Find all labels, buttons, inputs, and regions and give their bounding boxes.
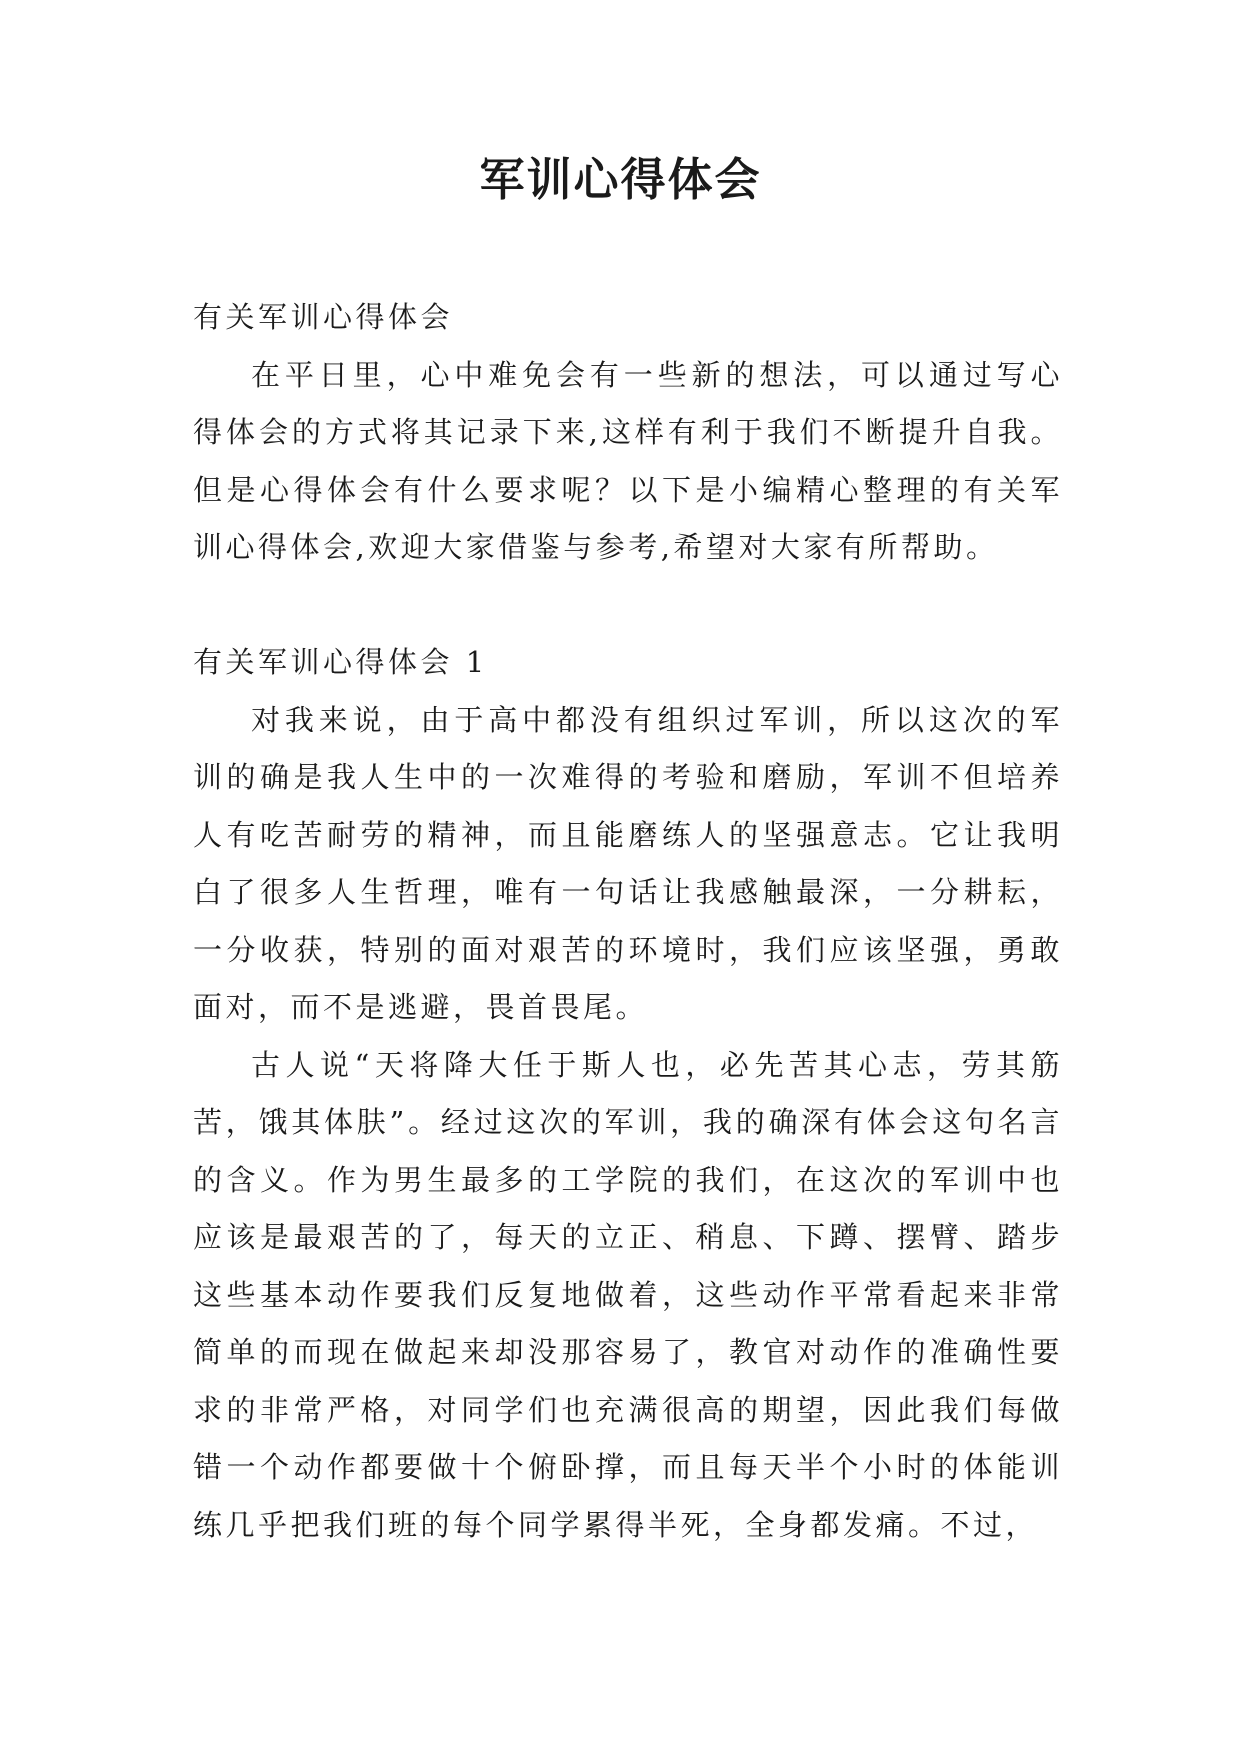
paragraph: 对我来说，由于高中都没有组织过军训，所以这次的军训的确是我人生中的一次难得的考验和磨励，军训不但培养人有吃苦耐劳的精神，而且能磨练人的坚强意志。它让我明白了很多人生哲理，唯有一句话让我感触最深，一分耕耘，一分收获，特别的面对艰苦的环境时，我们应该坚强，勇敢面对，而不是逃避，畏首畏尾。	[193, 702, 1063, 1024]
paragraph-spacer	[193, 577, 1063, 635]
section-heading: 有关军训心得体会	[193, 300, 454, 334]
paragraph: 在平日里，心中难免会有一些新的想法，可以通过写心得体会的方式将其记录下来,这样有利于我们不断提升自我。但是心得体会有什么要求呢？以下是小编精心整理的有关军训心得体会,欢迎大家借鉴与参考,希望对大家有所帮助。	[193, 357, 1063, 564]
section-heading: 有关军训心得体会 1	[193, 645, 488, 679]
document-title: 军训心得体会	[479, 153, 762, 206]
document-body	[193, 289, 1063, 1554]
paragraph: 古人说“天将降大任于斯人也，必先苦其心志，劳其筋苦，饿其体肤”。经过这次的军训，我的确深有体会这句名言的含义。作为男生最多的工学院的我们，在这次的军训中也应该是最艰苦的了，每天的立正、稍息、下蹲、摆臂、踏步这些基本动作要我们反复地做着，这些动作平常看起来非常简单的而现在做起来却没那容易了，教官对动作的准确性要求的非常严格，对同学们也充满很高的期望，因此我们每做错一个动作都要做十个俯卧撑，而且每天半个小时的体能训练几乎把我们班的每个同学累得半死，全身都发痛。不过，	[193, 1047, 1063, 1542]
